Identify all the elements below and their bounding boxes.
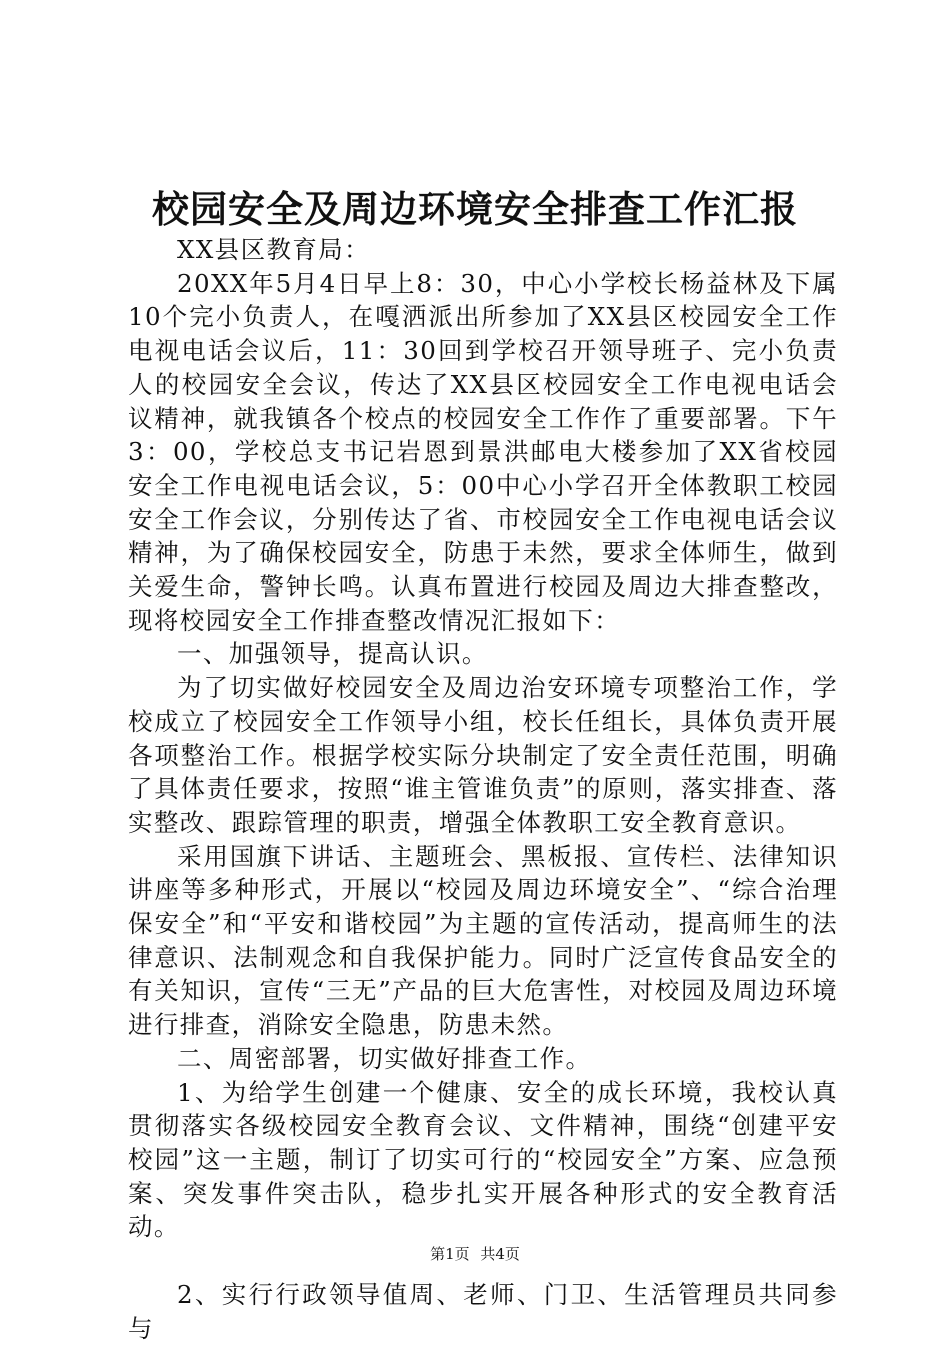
paragraph-item-1: 1、为给学生创建一个健康、安全的成长环境，我校认真贯彻落实各级校园安全教育会议、文件精神，围绕“创建平安校园”这一主题，制订了切实可行的“校园安全”方案、应急预案、突发事件突击队，稳步扎实开展各种形式的安全教育活动。 bbox=[128, 1077, 838, 1242]
page-footer bbox=[0, 1244, 950, 1264]
section-heading-1: 一、加强领导，提高认识。 bbox=[177, 639, 488, 669]
document-title: 校园安全及周边环境安全排查工作汇报 bbox=[152, 187, 798, 231]
paragraph-intro: 20XX年5月4日早上8：30，中心小学校长杨益林及下属10个完小负责人，在嘎洒派出所参加了XX县区校园安全工作电视电话会议后，11：30回到学校召开领导班子、完小负责人的校园安全会议，传达了XX县区校园安全工作电视电话会议精神，就我镇各个校点的校园安全工作作了重要部署。下午3：00，学校总支书记岩恩到景洪邮电大楼参加了XX省校园安全工作电视电话会议，5：00中心小学召开全体教职工校园安全工作会议，分别传达了省、市校园安全工作电视电话会议精神，为了确保校园安全，防患于未然，要求全体师生，做到关爱生命，警钟长鸣。认真布置进行校园及周边大排查整改，现将校园安全工作排查整改情况汇报如下： bbox=[128, 268, 838, 635]
paragraph-publicity: 采用国旗下讲话、主题班会、黑板报、宣传栏、法律知识讲座等多种形式，开展以“校园及周边环境安全”、“综合治理保安全”和“平安和谐校园”为主题的宣传活动，提高师生的法律意识、法制观念和自我保护能力。同时广泛宣传食品安全的有关知识，宣传“三无”产品的巨大危害性，对校园及周边环境进行排查，消除安全隐患，防患未然。 bbox=[128, 841, 838, 1040]
document-body bbox=[128, 233, 838, 1346]
paragraph-item-2: 2、实行行政领导值周、老师、门卫、生活管理员共同参与 bbox=[128, 1280, 838, 1343]
page-number: 第1页 bbox=[430, 1245, 470, 1263]
page-total: 共4页 bbox=[480, 1245, 520, 1263]
paragraph-leadership: 为了切实做好校园安全及周边治安环境专项整治工作，学校成立了校园安全工作领导小组，校长任组长，具体负责开展各项整治工作。根据学校实际分块制定了安全责任范围，明确了具体责任要求，按照“谁主管谁负责”的原则，落实排查、落实整改、跟踪管理的职责，增强全体教职工安全教育意识。 bbox=[128, 673, 838, 837]
salutation: XX县区教育局： bbox=[177, 235, 371, 264]
section-heading-2: 二、周密部署，切实做好排查工作。 bbox=[177, 1043, 592, 1073]
